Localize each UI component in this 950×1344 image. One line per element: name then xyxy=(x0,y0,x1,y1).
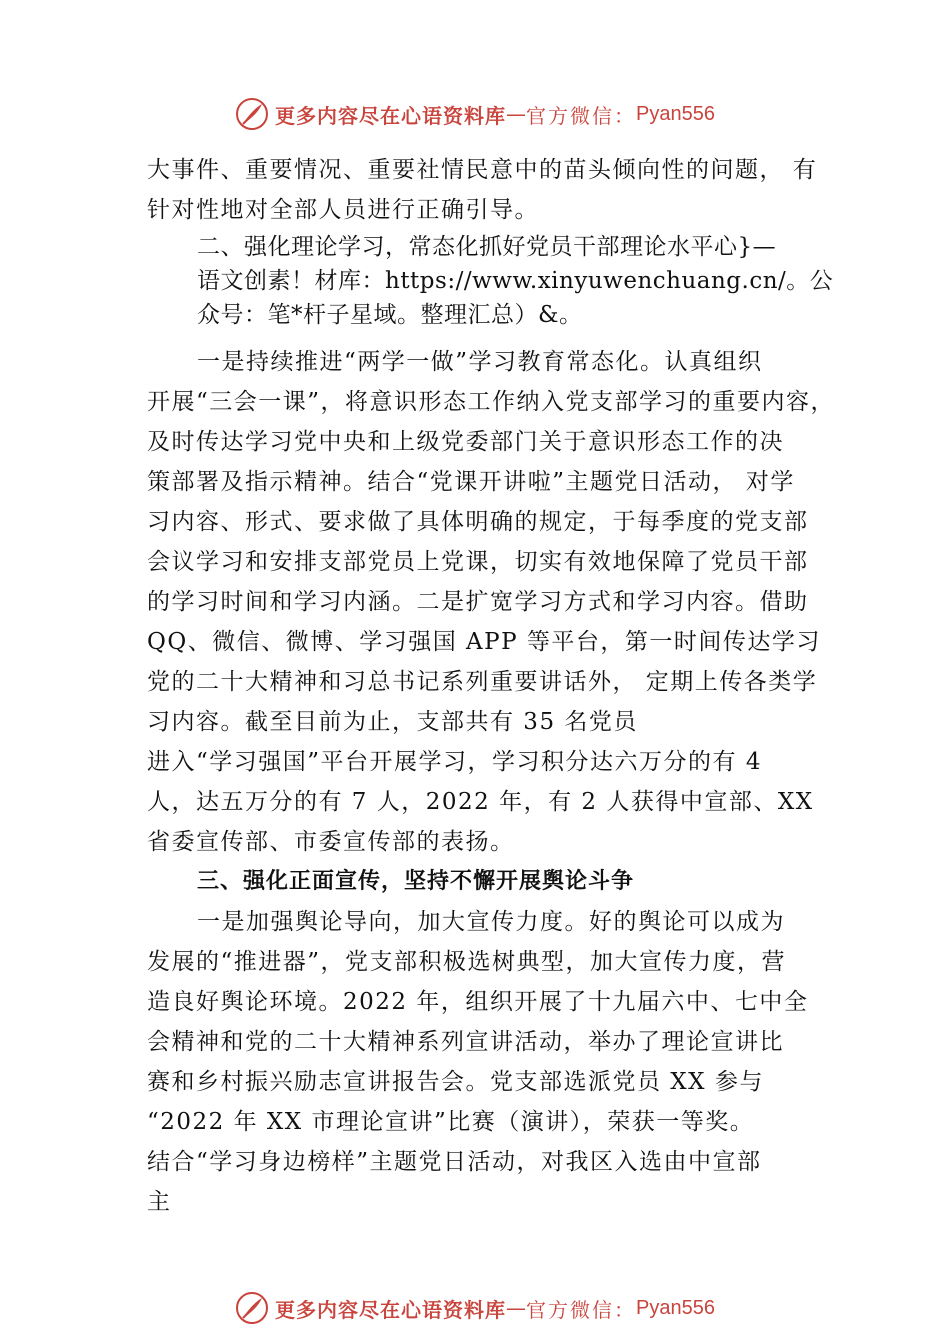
text-line: 开展“三会一课”，将意识形态工作纳入党支部学习的重要内容， xyxy=(147,389,836,415)
text-line: 针对性地对全部人员进行正确引导。 xyxy=(147,197,539,223)
document-body xyxy=(147,150,836,1222)
text-line: 大事件、重要情况、重要社情民意中的苗头倾向性的问题， 有 xyxy=(147,157,818,183)
header-banner xyxy=(0,94,950,134)
text-line: 会议学习和安排支部党员上党课，切实有效地保障了党员干部 xyxy=(147,549,809,575)
text-line: 会精神和党的二十大精神系列宣讲活动，举办了理论宣讲比 xyxy=(147,1029,784,1055)
quill-logo-icon xyxy=(235,97,269,131)
text-line: 习内容。截至目前为止，支部共有 35 名党员 xyxy=(147,709,638,735)
text-line: QQ、微信、微博、学习强国 APP 等平台，第一时间传达学习 xyxy=(147,629,821,655)
text-line: 及时传达学习党中央和上级党委部门关于意识形态工作的决 xyxy=(147,429,784,455)
banner-sub-text: 官方微信： xyxy=(526,1297,637,1322)
section-heading-3: 三、强化正面宣传，坚持不懈开展舆论斗争 xyxy=(197,869,635,894)
paragraph-1 xyxy=(147,150,827,230)
paragraph-3 xyxy=(147,342,836,862)
text-line: 人，达五万分的有 7 人，2022 年，有 2 人获得中宣部、XX xyxy=(147,789,814,815)
banner-wechat-id: Pyan556 xyxy=(636,1296,715,1319)
text-line: 的学习时间和学习内涵。二是扩宽学习方式和学习内容。借助 xyxy=(147,589,809,615)
banner-main-text: 更多内容尽在心语资料库 xyxy=(275,1297,507,1322)
text-line: 进入“学习强国”平台开展学习，学习积分达六万分的有 4 xyxy=(147,749,762,775)
text-line: 策部署及指示精神。结合“党课开讲啦”主题党日活动， 对学 xyxy=(147,469,795,495)
banner-dash: — xyxy=(506,1296,527,1320)
text-line: 结合“学习身边榜样”主题党日活动，对我区入选由中宣部 xyxy=(147,1149,762,1175)
banner-dash: — xyxy=(506,102,527,126)
text-line: 一是加强舆论导向，加大宣传力度。好的舆论可以成为 xyxy=(197,909,785,935)
paragraph-2 xyxy=(147,230,834,332)
text-line: 党的二十大精神和习总书记系列重要讲话外， 定期上传各类学 xyxy=(147,669,818,695)
text-line: 发展的“推进器”，党支部积极选树典型，加大宣传力度，营 xyxy=(147,949,787,975)
text-line: 众号：笔*杆子星域。整理汇总）&。 xyxy=(197,302,583,328)
text-line: 语文创素！材库：https://www.xinyuwenchuang.cn/。公 xyxy=(197,268,834,294)
quill-logo-icon xyxy=(235,1291,269,1325)
footer-banner xyxy=(0,1288,950,1328)
text-line: 习内容、形式、要求做了具体明确的规定，于每季度的党支部 xyxy=(147,509,809,535)
paragraph-4 xyxy=(147,902,827,1222)
banner-main-text: 更多内容尽在心语资料库 xyxy=(275,103,507,128)
text-line: 造良好舆论环境。2022 年，组织开展了十九届六中、七中全 xyxy=(147,989,809,1015)
banner-wechat-id: Pyan556 xyxy=(636,102,715,125)
text-line: 主 xyxy=(147,1189,172,1215)
banner-sub-text: 官方微信： xyxy=(526,103,637,128)
text-line: “2022 年 XX 市理论宣讲”比赛（演讲），荣获一等奖。 xyxy=(147,1109,755,1135)
text-line: 省委宣传部、市委宣传部的表扬。 xyxy=(147,829,515,855)
text-line: 一是持续推进“两学一做”学习教育常态化。认真组织 xyxy=(197,349,763,375)
text-line: 二、强化理论学习，常态化抓好党员干部理论水平心}— xyxy=(197,234,777,260)
text-line: 赛和乡村振兴励志宣讲报告会。党支部选派党员 XX 参与 xyxy=(147,1069,764,1095)
